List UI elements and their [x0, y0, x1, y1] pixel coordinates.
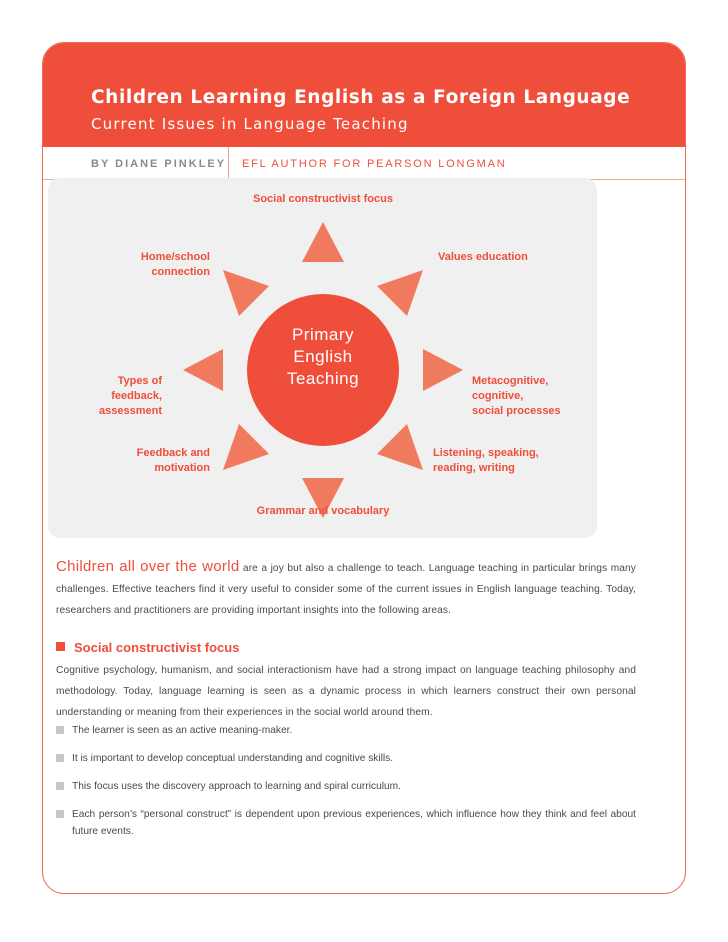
center-label-line: English [293, 347, 353, 366]
byline-divider [228, 147, 229, 180]
label-line: reading, writing [433, 462, 515, 474]
label-feedback-assessment [68, 374, 162, 419]
title-banner [43, 43, 685, 147]
section-heading-text: Social constructivist focus [74, 640, 240, 655]
list-item-text: The learner is seen as an active meaning-maker. [72, 725, 293, 736]
label-values-education: Values education [438, 251, 528, 263]
label-line: Metacognitive, [472, 375, 549, 387]
center-label [273, 324, 373, 390]
triangle-left [183, 349, 223, 391]
label-line: Listening, speaking, [433, 447, 539, 459]
center-label-line: Primary [291, 325, 355, 344]
triangle-top [302, 222, 344, 262]
triangle-bottom-left [223, 424, 269, 470]
label-line: cognitive, [472, 390, 524, 402]
triangle-top-left [223, 270, 269, 316]
bullet-list [56, 722, 636, 851]
label-home-school [108, 250, 210, 280]
square-bullet-icon [56, 810, 64, 818]
intro-lead: Children all over the world [56, 558, 240, 575]
label-line: assessment [99, 405, 162, 417]
square-bullet-icon [56, 642, 65, 651]
document-title: Children Learning English as a Foreign Language [91, 87, 631, 108]
label-feedback-motivation [108, 446, 210, 476]
label-grammar-vocabulary: Grammar and vocabulary [256, 505, 390, 517]
label-metacognitive [472, 374, 561, 419]
author-role: EFL AUTHOR FOR PEARSON LONGMAN [242, 158, 507, 170]
list-item-text: Each person’s “personal construct” is dependent upon previous experiences, which influence how they think and feel about future events. [72, 809, 636, 837]
label-line: motivation [154, 462, 210, 474]
center-label-line: Teaching [286, 369, 360, 388]
list-item [56, 750, 636, 767]
triangle-bottom-right [377, 424, 423, 470]
square-bullet-icon [56, 754, 64, 762]
label-line: Types of [117, 375, 162, 387]
label-line: Home/school [140, 251, 210, 263]
list-item [56, 806, 636, 840]
label-social-constructivist: Social constructivist focus [253, 193, 393, 205]
label-listening-speaking [433, 446, 539, 476]
label-line: social processes [472, 405, 561, 417]
list-item [56, 722, 636, 739]
list-item [56, 778, 636, 795]
label-line: Feedback and [136, 447, 210, 459]
triangle-right [423, 349, 463, 391]
square-bullet-icon [56, 726, 64, 734]
author-byline: BY DIANE PINKLEY [91, 158, 227, 170]
section-paragraph: Cognitive psychology, humanism, and social interactionism have had a strong impact on language teaching philosophy and methodology. Today, language learning is seen as a dynamic process in which learners construct their own personal understanding or meaning from their experiences in the social world around them. [56, 665, 636, 718]
triangle-top-right [377, 270, 423, 316]
square-bullet-icon [56, 782, 64, 790]
intro-text: are a joy but also a challenge to teach. Language teaching in particular brings many challenges. Effective teachers find it very useful to consider some of the current issues in English language teaching. Today, researchers and practitioners are providing important insights into the following areas. [56, 563, 637, 616]
list-item-text: This focus uses the discovery approach to learning and spiral curriculum. [72, 781, 401, 792]
document-subtitle: Current Issues in Language Teaching [91, 115, 409, 133]
label-line: feedback, [111, 390, 162, 402]
intro-paragraph [56, 556, 636, 621]
section-heading [56, 640, 239, 655]
list-item-text: It is important to develop conceptual understanding and cognitive skills. [72, 753, 394, 764]
diagram-panel [48, 178, 597, 538]
label-line: connection [151, 266, 210, 278]
byline-row [43, 147, 685, 180]
